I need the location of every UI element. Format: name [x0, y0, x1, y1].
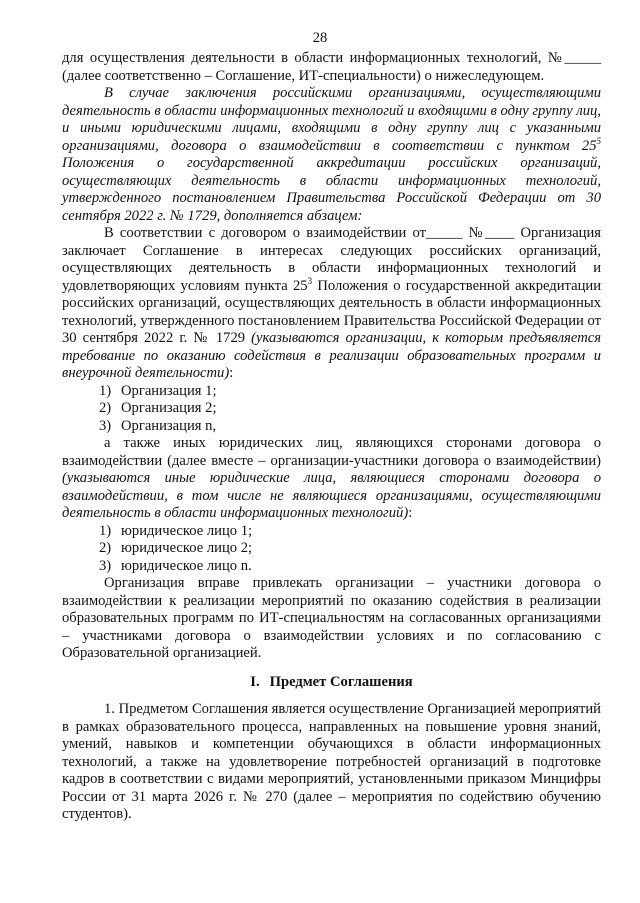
other-entities-note: (указываются иные юридические лица, являющиеся сторонами договора о взаимодействии, в том числе не являющиеся организациями, осуществляющими деятельность в области информационных технологий): [62, 470, 601, 521]
entity-list-item-1: [62, 523, 601, 541]
subject-paragraph: 1. Предметом Соглашения является осуществление Организацией мероприятий в рамках образовательного процесса, направленных на повышение уровня знаний, умений, навыков и компетенции обучающихся в области информационных технологий, а также на удовлетворение потребностей организаций в подготовке кадров в соответствии с видами мероприятий, установленными приказом Минцифры России от 31 марта 2026 г. № 270 (далее – мероприятия по содействию обучению студентов).: [62, 701, 601, 822]
amendment-case-tail: Положения о государственной аккредитации российских организаций, осуществляющих деятельность в области информационных технологий, утвержденного постановлением Правительства Российской Федерации от 30 сентября 2022 г. № 1729, дополняется абзацем:: [62, 155, 601, 224]
entity-list-number: 2): [99, 540, 112, 556]
amendment-case-superscript: 5: [596, 135, 601, 146]
agreement-tail: Положения о государственной аккредитации российских организаций, осуществляющих деятельность в области информационных технологий, утвержденного постановлением Правительства Российской Федерации от 30 сентября 2022 г. № 1729: [62, 277, 602, 346]
entity-list-item-3: [62, 558, 601, 576]
page-content: [62, 50, 601, 824]
section-number: I.: [250, 673, 260, 690]
org-list-text: Организация n,: [121, 417, 217, 434]
entity-list-text: юридическое лицо 2;: [121, 540, 253, 556]
org-list-text: Организация 1;: [121, 382, 217, 399]
org-list-item-3: [62, 418, 601, 436]
other-entities-text: а также иных юридических лиц, являющихся сторонами договора о взаимодействии (далее вместе – организации-участники договора о взаимодействии): [62, 435, 601, 469]
entity-list-number: 3): [99, 557, 112, 574]
section-title: Предмет Соглашения: [269, 673, 413, 690]
right-to-involve-paragraph: Организация вправе привлекать организации – участники договора о взаимодействии к реализации мероприятий по оказанию содействия в реализации образовательных программ по ИТ-специальностям на согласованных организациями – участниками договора о взаимодействии условиях и по согласованию с Образовательной организацией.: [62, 575, 601, 661]
page-number: 28: [312, 30, 328, 46]
entity-list-text: юридическое лицо n.: [121, 557, 252, 574]
org-list-number: 3): [99, 417, 112, 434]
other-entities-paragraph: [62, 435, 601, 523]
entity-list-text: юридическое лицо 1;: [121, 522, 253, 539]
other-entities-end: :: [408, 505, 413, 521]
entity-list-number: 1): [99, 522, 112, 539]
intro-paragraph: для осуществления деятельности в области информационных технологий, №_____ (далее соответственно – Соглашение, ИТ-специальности) о нижеследующем.: [62, 50, 601, 84]
amendment-case-paragraph: [62, 85, 601, 225]
org-list-item-2: [62, 400, 601, 418]
amendment-case-text: В случае заключения российскими организациями, осуществляющими деятельность в области информационных технологий и входящими в одну группу лиц, и иными юридическими лицами, входящими в одну группу лиц с указанными организациями, договора о взаимодействии в соответствии с пунктом 25: [62, 85, 601, 154]
agreement-superscript: 3: [307, 275, 313, 286]
org-list-item-1: [62, 383, 601, 401]
org-list-number: 2): [99, 400, 112, 416]
entity-list-item-2: [62, 540, 601, 558]
agreement-note: (указываются организации, к которым предъявляется требование по оказанию содействия в реализации образовательных программ и внеурочной деятельности): [62, 330, 601, 381]
agreement-end: :: [229, 365, 234, 381]
org-list-number: 1): [99, 382, 112, 399]
section-heading: [62, 674, 601, 692]
agreement-text: В соответствии с договором о взаимодействии от_____ №____ Организация заключает Соглашение в интересах следующих российских организаций, осуществляющих деятельность в области информационных технологий и удовлетворяющих условиям пункта 25: [62, 225, 601, 294]
agreement-paragraph: [62, 225, 601, 383]
org-list-text: Организация 2;: [121, 400, 217, 416]
